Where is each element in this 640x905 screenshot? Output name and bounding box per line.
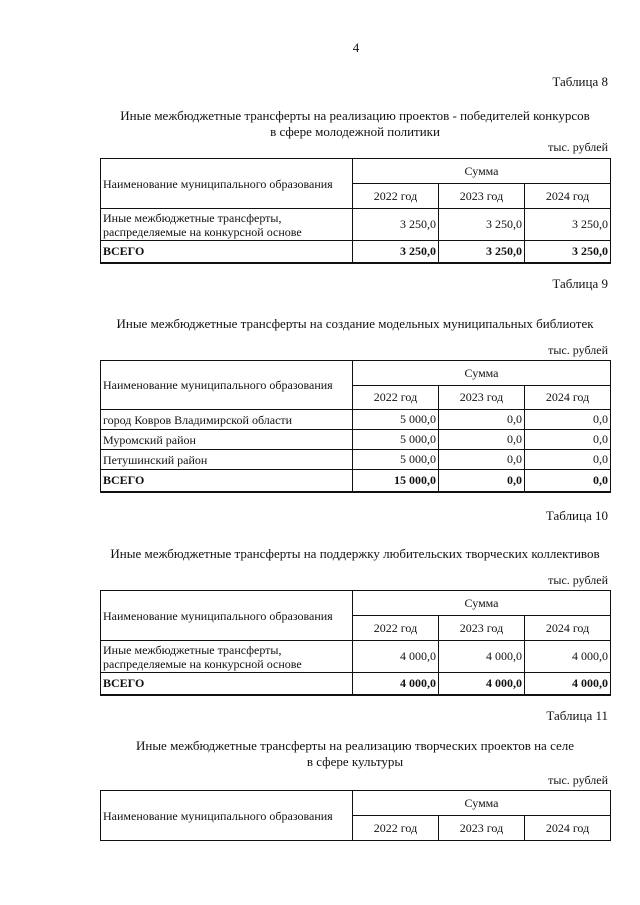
table-row: [101, 430, 611, 450]
header-year: 2022 год: [353, 616, 439, 641]
total-label: ВСЕГО: [101, 241, 353, 263]
table-8: [100, 158, 611, 264]
table-row: [101, 450, 611, 470]
table-10-title: [100, 546, 610, 562]
header-row: [101, 591, 611, 616]
header-name: Наименование муниципального образования: [101, 591, 353, 641]
row-name: Петушинский район: [101, 450, 353, 470]
table-9-label: Таблица 9: [552, 276, 608, 291]
table-9-title: [100, 316, 610, 332]
header-year: 2024 год: [525, 386, 611, 410]
row-name: Муромский район: [101, 430, 353, 450]
total-value: 4 000,0: [353, 673, 439, 695]
header-name: Наименование муниципального образования: [101, 361, 353, 410]
table-8-title: [100, 108, 610, 140]
row-name: город Ковров Владимирской области: [101, 410, 353, 430]
total-row: [101, 241, 611, 263]
table-row: [101, 641, 611, 673]
page-number: 4: [352, 40, 360, 55]
cell-value: 0,0: [525, 410, 611, 430]
row-name-line: распределяемые на конкурсной основе: [103, 224, 302, 239]
total-value: 4 000,0: [525, 673, 611, 695]
table-row: [101, 410, 611, 430]
header-row: [101, 159, 611, 184]
total-label: ВСЕГО: [101, 470, 353, 492]
cell-value: 5 000,0: [353, 450, 439, 470]
header-year: 2022 год: [353, 816, 439, 841]
cell-value: 4 000,0: [439, 641, 525, 673]
units-label: тыс. рублей: [548, 773, 608, 787]
title-line: Иные межбюджетные трансферты на реализацию творческих проектов на селе: [135, 738, 575, 753]
header-year: 2023 год: [439, 184, 525, 209]
header-year: 2024 год: [525, 616, 611, 641]
total-value: 0,0: [525, 470, 611, 492]
units-label: тыс. рублей: [548, 140, 608, 154]
title-line: в сфере молодежной политики: [270, 124, 440, 139]
title-line: Иные межбюджетные трансферты на создание модельных муниципальных библиотек: [116, 316, 594, 331]
row-name-line: распределяемые на конкурсной основе: [103, 656, 302, 671]
title-line: в сфере культуры: [306, 754, 404, 769]
units-label: тыс. рублей: [548, 573, 608, 587]
cell-value: 0,0: [525, 430, 611, 450]
header-year: 2024 год: [525, 184, 611, 209]
header-year: 2022 год: [353, 184, 439, 209]
header-sum: Сумма: [353, 159, 611, 184]
table-row: [101, 209, 611, 241]
cell-value: 3 250,0: [525, 209, 611, 241]
row-name-line: Иные межбюджетные трансферты,: [103, 642, 282, 657]
row-name: [101, 209, 353, 241]
title-line: Иные межбюджетные трансферты на поддержку любительских творческих коллективов: [110, 546, 600, 561]
total-value: 3 250,0: [525, 241, 611, 263]
cell-value: 5 000,0: [353, 410, 439, 430]
table-11-label: Таблица 11: [546, 708, 608, 723]
cell-value: 0,0: [439, 450, 525, 470]
cell-value: 4 000,0: [525, 641, 611, 673]
cell-value: 0,0: [439, 410, 525, 430]
header-year: 2023 год: [439, 386, 525, 410]
total-value: 15 000,0: [353, 470, 439, 492]
total-row: [101, 470, 611, 492]
total-label: ВСЕГО: [101, 673, 353, 695]
cell-value: 0,0: [525, 450, 611, 470]
table-9: [100, 360, 611, 493]
header-sum: Сумма: [353, 591, 611, 616]
header-row: [101, 361, 611, 386]
table-11: [100, 790, 611, 841]
cell-value: 4 000,0: [353, 641, 439, 673]
header-name: Наименование муниципального образования: [101, 791, 353, 841]
header-year: 2022 год: [353, 386, 439, 410]
total-value: 4 000,0: [439, 673, 525, 695]
header-row: [101, 791, 611, 816]
cell-value: 5 000,0: [353, 430, 439, 450]
header-year: 2024 год: [525, 816, 611, 841]
title-line: Иные межбюджетные трансферты на реализацию проектов - победителей конкурсов: [120, 108, 590, 123]
header-year: 2023 год: [439, 616, 525, 641]
table-8-label: Таблица 8: [552, 74, 608, 89]
cell-value: 3 250,0: [353, 209, 439, 241]
row-name: [101, 641, 353, 673]
total-value: 0,0: [439, 470, 525, 492]
table-11-title: [100, 738, 610, 770]
total-value: 3 250,0: [439, 241, 525, 263]
cell-value: 3 250,0: [439, 209, 525, 241]
cell-value: 0,0: [439, 430, 525, 450]
header-name: Наименование муниципального образования: [101, 159, 353, 209]
total-row: [101, 673, 611, 695]
header-sum: Сумма: [353, 791, 611, 816]
units-label: тыс. рублей: [548, 343, 608, 357]
header-sum: Сумма: [353, 361, 611, 386]
table-10: [100, 590, 611, 696]
table-10-label: Таблица 10: [545, 508, 608, 523]
row-name-line: Иные межбюджетные трансферты,: [103, 210, 282, 225]
total-value: 3 250,0: [353, 241, 439, 263]
header-year: 2023 год: [439, 816, 525, 841]
